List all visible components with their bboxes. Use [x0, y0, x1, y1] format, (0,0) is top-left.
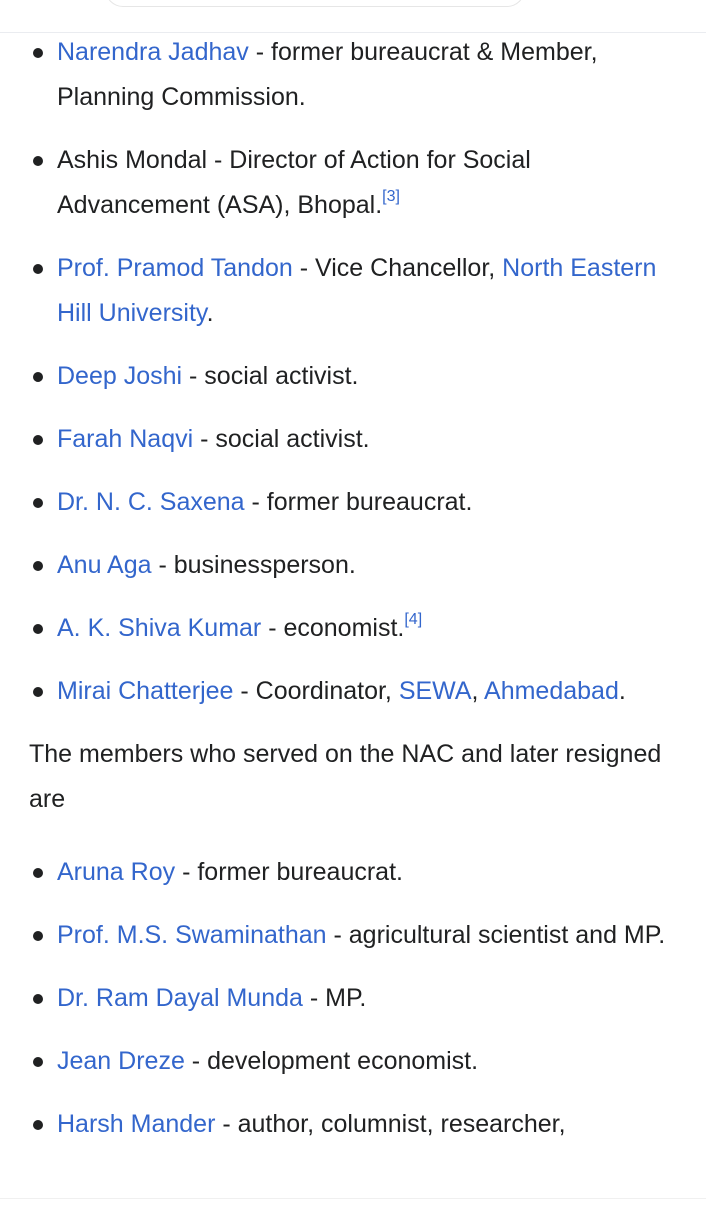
organization-link[interactable]: SEWA — [398, 677, 472, 705]
list-item — [0, 1102, 706, 1147]
member-description: - economist. — [261, 614, 405, 642]
member-description: - development economist. — [184, 1047, 479, 1075]
bullet-icon — [33, 435, 43, 445]
top-toolbar — [0, 0, 706, 33]
member-link[interactable]: Farah Naqvi — [57, 425, 194, 453]
list-item — [0, 246, 706, 336]
bullet-icon — [33, 687, 43, 697]
member-link[interactable]: Anu Aga — [57, 551, 152, 579]
bullet-icon — [33, 264, 43, 274]
member-link[interactable]: Prof. M.S. Swaminathan — [57, 921, 327, 949]
member-link[interactable]: Mirai Chatterjee — [57, 677, 234, 705]
member-link[interactable]: Harsh Mander — [57, 1110, 216, 1138]
punctuation: . — [618, 677, 626, 705]
reference-link[interactable]: [3] — [382, 187, 400, 205]
city-link[interactable]: Ahmedabad — [484, 677, 619, 705]
list-item — [0, 30, 706, 120]
bullet-icon — [33, 931, 43, 941]
member-name: Ashis Mondal — [57, 146, 208, 174]
member-link[interactable]: Aruna Roy — [57, 858, 176, 886]
member-link[interactable]: Dr. N. C. Saxena — [57, 488, 245, 516]
bullet-icon — [33, 994, 43, 1004]
member-link[interactable]: Jean Dreze — [57, 1047, 185, 1075]
list-item — [0, 606, 706, 651]
bullet-icon — [33, 561, 43, 571]
bottom-toolbar-edge — [0, 1198, 706, 1214]
bullet-icon — [33, 624, 43, 634]
bullet-icon — [33, 1057, 43, 1067]
list-item — [0, 1039, 706, 1084]
punctuation: . — [206, 299, 214, 327]
member-description: - former bureaucrat & Member, Planning Commission. — [57, 38, 598, 111]
bullet-icon — [33, 1120, 43, 1130]
reference-link[interactable]: [4] — [404, 610, 423, 628]
list-item — [0, 138, 706, 228]
list-item — [0, 976, 706, 1021]
member-description: - social activist. — [182, 362, 359, 390]
list-item — [0, 913, 706, 958]
bullet-icon — [33, 498, 43, 508]
member-description: - agricultural scientist and MP. — [326, 921, 666, 949]
member-link[interactable]: Narendra Jadhav — [57, 38, 249, 66]
resigned-members-list — [0, 850, 706, 1147]
article-content — [0, 30, 706, 1165]
list-item — [0, 543, 706, 588]
bullet-icon — [33, 48, 43, 58]
bullet-icon — [33, 372, 43, 382]
member-description: - former bureaucrat. — [244, 488, 473, 516]
member-description: - former bureaucrat. — [175, 858, 403, 886]
member-link[interactable]: Dr. Ram Dayal Munda — [57, 984, 303, 1012]
punctuation: , — [471, 677, 485, 705]
resigned-members-intro: The members who served on the NAC and later resigned are — [29, 740, 662, 813]
member-description: - Director of Action for Social Advancement (ASA), Bhopal. — [57, 146, 531, 219]
search-bar[interactable] — [105, 0, 525, 7]
bullet-icon — [33, 156, 43, 166]
list-item — [0, 669, 706, 714]
list-item — [0, 480, 706, 525]
list-item — [0, 354, 706, 399]
member-description: - Vice Chancellor, — [292, 254, 503, 282]
member-description: - MP. — [302, 984, 367, 1012]
bullet-icon — [33, 868, 43, 878]
current-members-list — [0, 30, 706, 714]
member-link[interactable]: Prof. Pramod Tandon — [57, 254, 293, 282]
member-description: - Coordinator, — [233, 677, 399, 705]
list-item — [0, 850, 706, 895]
member-description: - social activist. — [193, 425, 370, 453]
member-link[interactable]: Deep Joshi — [57, 362, 183, 390]
member-description: - businessperson. — [151, 551, 356, 579]
member-description: - author, columnist, researcher, — [215, 1110, 566, 1138]
member-link[interactable]: A. K. Shiva Kumar — [57, 614, 262, 642]
list-item — [0, 417, 706, 462]
institution-link[interactable]: North Eastern Hill University — [57, 254, 657, 327]
